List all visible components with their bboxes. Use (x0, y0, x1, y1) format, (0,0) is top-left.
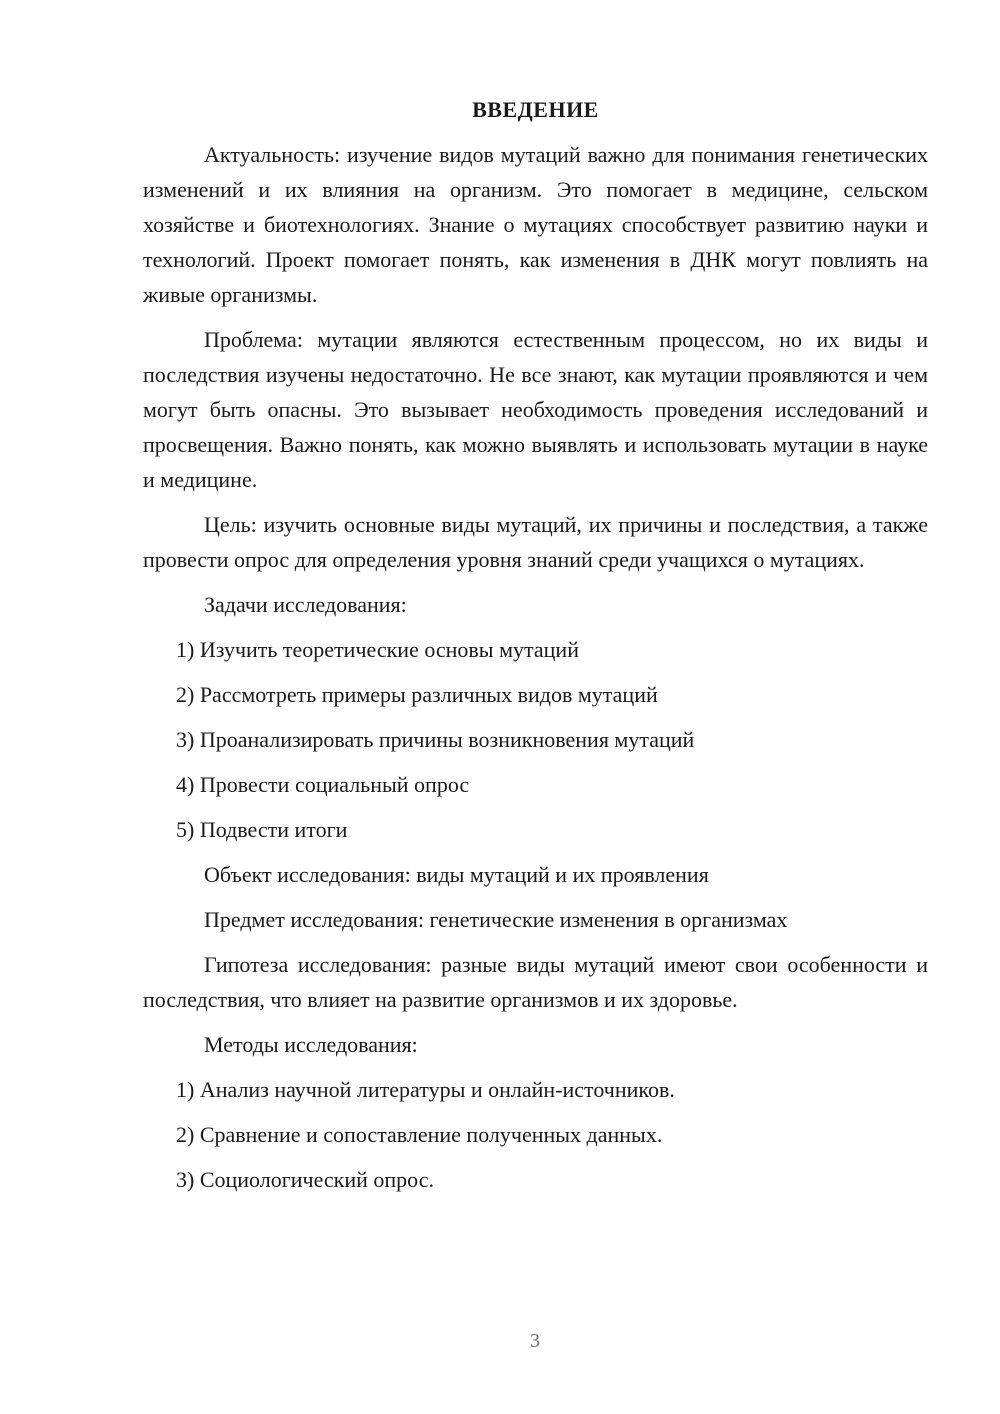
subject-line: Предмет исследования: генетические изменения в организмах (204, 907, 788, 932)
methods-heading: Методы исследования: (204, 1032, 418, 1057)
list-item: 4) Провести социальный опрос (176, 772, 470, 797)
page-content (143, 94, 928, 1207)
list-item: 1) Изучить теоретические основы мутаций (176, 637, 579, 662)
methods-list (143, 1072, 928, 1197)
problem-paragraph: Проблема: мутации являются естественным процессом, но их виды и последствия изучены недостаточно. Не все знают, как мутации проявляются и чем могут быть опасны. Это вызывает необходимость проведения исследований и просвещения. Важно понять, как можно выявлять и использовать мутации в науке и медицине. (143, 327, 928, 492)
page-title: ВВЕДЕНИЕ (472, 97, 599, 122)
list-item: 1) Анализ научной литературы и онлайн-источников. (176, 1077, 675, 1102)
page-number: 3 (530, 1330, 540, 1352)
list-item: 3) Проанализировать причины возникновения мутаций (176, 727, 695, 752)
tasks-heading: Задачи исследования: (204, 592, 407, 617)
object-line: Объект исследования: виды мутаций и их проявления (204, 862, 709, 887)
tasks-list (143, 632, 928, 847)
list-item: 2) Рассмотреть примеры различных видов мутаций (176, 682, 658, 707)
hypothesis-paragraph: Гипотеза исследования: разные виды мутаций имеют свои особенности и последствия, что влияет на развитие организмов и их здоровье. (143, 952, 928, 1012)
list-item: 3) Социологический опрос. (176, 1167, 434, 1192)
list-item: 5) Подвести итоги (176, 817, 348, 842)
relevance-paragraph: Актуальность: изучение видов мутаций важно для понимания генетических изменений и их влияния на организм. Это помогает в медицине, сельском хозяйстве и биотехнологиях. Знание о мутациях способствует развитию науки и технологий. Проект помогает понять, как изменения в ДНК могут повлиять на живые организмы. (143, 142, 928, 307)
goal-paragraph: Цель: изучить основные виды мутаций, их причины и последствия, а также провести опрос для определения уровня знаний среди учащихся о мутациях. (143, 512, 928, 572)
list-item: 2) Сравнение и сопоставление полученных данных. (176, 1122, 663, 1147)
